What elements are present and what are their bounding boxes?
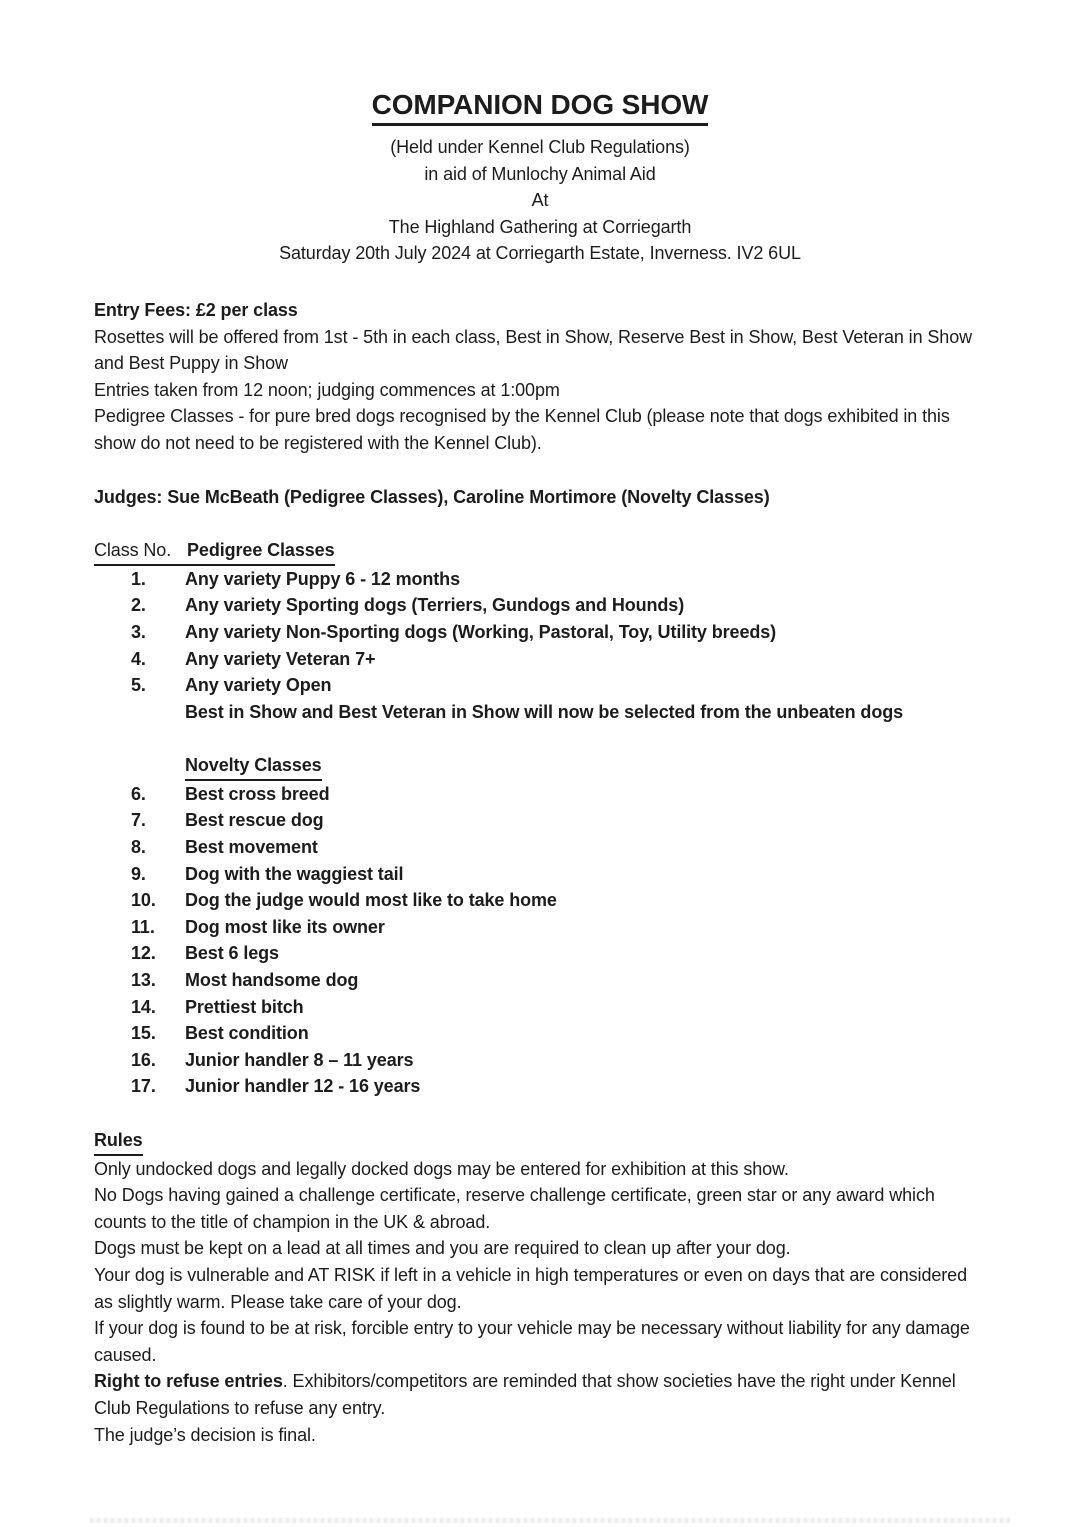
class-label: Best 6 legs [185,943,279,964]
class-label: Prettiest bitch [185,996,304,1017]
class-number: 7. [131,810,146,831]
rule-vehicle-risk: Your dog is vulnerable and AT RISK if left in a vehicle in high temperatures or even on days that are considered as slightly warm. Please take care of your dog. [94,1264,967,1312]
subtitle-venue: The Highland Gathering at Corriegarth [388,216,692,237]
class-label: Any variety Sporting dogs (Terriers, Gundogs and Hounds) [185,595,685,616]
rule-no-champions: No Dogs having gained a challenge certificate, reserve challenge certificate, green star or any award which counts to the title of champion in the UK & abroad. [94,1185,935,1232]
class-row-1 [94,566,986,593]
class-label: Dog with the waggiest tail [185,863,404,884]
class-row-13 [94,967,986,994]
rosettes-line: Rosettes will be offered from 1st - 5th in each class, Best in Show, Reserve Best in Show, Best Veteran in Show and Best Puppy in Show [94,326,973,374]
class-number: 16. [131,1049,156,1070]
class-number: 17. [131,1076,156,1097]
rule-lead: Dogs must be kept on a lead at all times and you are required to clean up after your dog. [94,1238,791,1259]
class-number: 12. [131,943,156,964]
class-number: 6. [131,783,146,804]
class-number: 8. [131,837,146,858]
rule-forcible-entry: If your dog is found to be at risk, forcible entry to your vehicle may be necessary without liability for any damage caused. [94,1318,970,1365]
pedigree-definition-line: Pedigree Classes - for pure bred dogs recognised by the Kennel Club (please note that dogs exhibited in this show do not need to be registered with the Kennel Club). [94,406,950,453]
class-no-column-header-cell [94,537,187,566]
class-label: Any variety Puppy 6 - 12 months [185,568,460,589]
subtitle-at: At [531,190,549,211]
class-label: Most handsome dog [185,970,359,991]
class-number: 2. [131,595,146,616]
best-in-show-note: Best in Show and Best Veteran in Show will now be selected from the unbeaten dogs [185,701,904,722]
class-label: Best rescue dog [185,810,324,831]
entry-fees-heading: Entry Fees: £2 per class [94,299,298,320]
class-label: Dog the judge would most like to take home [185,890,557,911]
document-header [94,88,986,267]
class-label: Best condition [185,1023,309,1044]
class-row-17 [94,1073,986,1100]
rule-refuse-entries-bold: Right to refuse entries [94,1371,283,1392]
novelty-classes-heading: Novelty Classes [185,752,322,781]
class-label: Best cross breed [185,783,330,804]
class-number: 4. [131,648,146,669]
class-label: Junior handler 12 - 16 years [185,1076,421,1097]
class-number: 11. [131,916,155,937]
rule-refuse-entries [94,1368,986,1421]
rule-refuse-entries-rest: . Exhibitors/competitors are reminded that show societies have the right under Kennel Club Regulations to refuse any entry. [94,1371,956,1418]
class-label: Junior handler 8 – 11 years [185,1049,414,1070]
class-row-14 [94,994,986,1021]
rules-heading [94,1127,986,1156]
class-schedule [94,537,986,1100]
page-title [94,88,986,126]
class-number: 15. [131,1023,156,1044]
rule-undocked: Only undocked dogs and legally docked dogs may be entered for exhibition at this show. [94,1158,789,1179]
class-row-12 [94,940,986,967]
class-row-7 [94,807,986,834]
class-no-column-header: Class No. [94,537,187,566]
class-label: Any variety Open [185,675,332,696]
class-row-9 [94,861,986,888]
class-row-2 [94,592,986,619]
class-row-8 [94,834,986,861]
subtitle-regulations: (Held under Kennel Club Regulations) [390,137,690,157]
class-row-3 [94,619,986,646]
class-row-11 [94,914,986,941]
class-label: Any variety Non-Sporting dogs (Working, Pastoral, Toy, Utility breeds) [185,621,777,642]
class-row-16 [94,1047,986,1074]
entry-fees-section [94,297,986,457]
class-number: 5. [131,675,146,696]
rule-judge-final: The judge’s decision is final. [94,1424,316,1445]
class-number: 1. [131,568,146,589]
rules-section [94,1127,986,1448]
class-label: Best movement [185,837,318,858]
novelty-heading-row [94,752,986,781]
subtitle-date-address: Saturday 20th July 2024 at Corriegarth Estate, Inverness. IV2 6UL [279,243,801,264]
judges-line: Judges: Sue McBeath (Pedigree Classes), Caroline Mortimore (Novelty Classes) [94,486,770,507]
rules-heading-text: Rules [94,1127,143,1156]
class-label: Dog most like its owner [185,916,385,937]
entries-times-line: Entries taken from 12 noon; judging commences at 1:00pm [94,379,560,400]
class-label: Any variety Veteran 7+ [185,648,376,669]
subtitle-charity: in aid of Munlochy Animal Aid [424,163,656,184]
class-row-15 [94,1020,986,1047]
class-row-4 [94,646,986,673]
scan-noise-artifact [90,1518,1010,1523]
page-title-text: COMPANION DOG SHOW [372,88,709,126]
class-row-5 [94,672,986,699]
class-row-10 [94,887,986,914]
class-number: 13. [131,970,156,991]
pedigree-classes-heading: Pedigree Classes [187,537,335,566]
class-row-6 [94,781,986,808]
class-table-header [94,537,986,566]
class-number: 10. [131,890,156,911]
class-number: 9. [131,863,146,884]
class-number: 14. [131,996,156,1017]
class-number: 3. [131,621,146,642]
